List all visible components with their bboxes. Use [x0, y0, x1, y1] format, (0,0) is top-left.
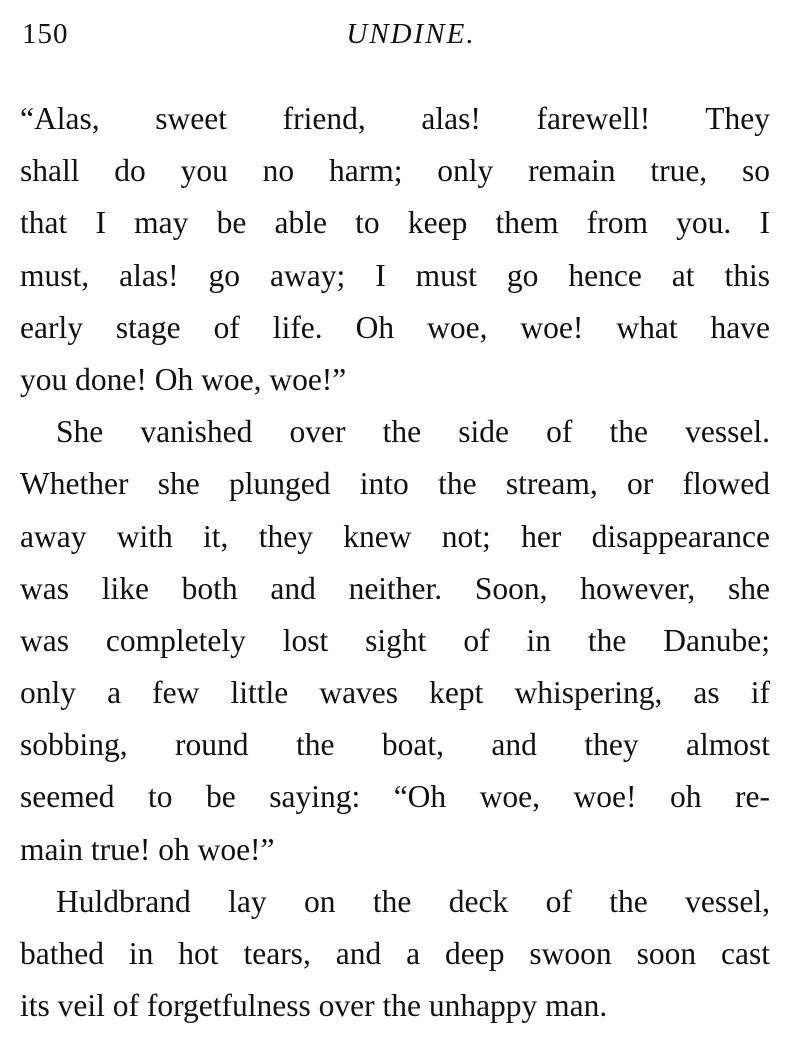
text-line: She vanished over the side of the vessel.	[56, 414, 770, 450]
page-number: 150	[22, 18, 69, 50]
page-header	[22, 14, 770, 54]
text-line: Huldbrand lay on the deck of the vessel,	[56, 883, 770, 919]
text-line: must, alas! go away; I must go hence at this	[20, 257, 770, 293]
text-line: shall do you no harm; only remain true, so	[20, 153, 770, 189]
text-line: was completely lost sight of in the Danube;	[20, 622, 770, 658]
text-line: away with it, they knew not; her disappearance	[20, 518, 770, 554]
text-line: you done! Oh woe, woe!”	[20, 361, 347, 397]
text-line: bathed in hot tears, and a deep swoon soon cast	[20, 936, 770, 971]
body-text	[20, 93, 770, 1032]
text-line: its veil of forgetfulness over the unhappy man.	[20, 988, 608, 1024]
running-title: UNDINE.	[346, 18, 476, 50]
text-line: Whether she plunged into the stream, or flowed	[20, 466, 770, 502]
text-line: “Alas, sweet friend, alas! farewell! They	[20, 101, 770, 136]
text-line: seemed to be saying: “Oh woe, woe! oh re-	[20, 779, 770, 815]
text-line: only a few little waves kept whispering, as if	[20, 675, 770, 711]
text-line: that I may be able to keep them from you. I	[20, 205, 770, 241]
text-line: was like both and neither. Soon, however, she	[20, 570, 770, 606]
text-line: early stage of life. Oh woe, woe! what have	[20, 309, 770, 345]
text-line: sobbing, round the boat, and they almost	[20, 727, 770, 763]
text-line: main true! oh woe!”	[20, 831, 275, 867]
